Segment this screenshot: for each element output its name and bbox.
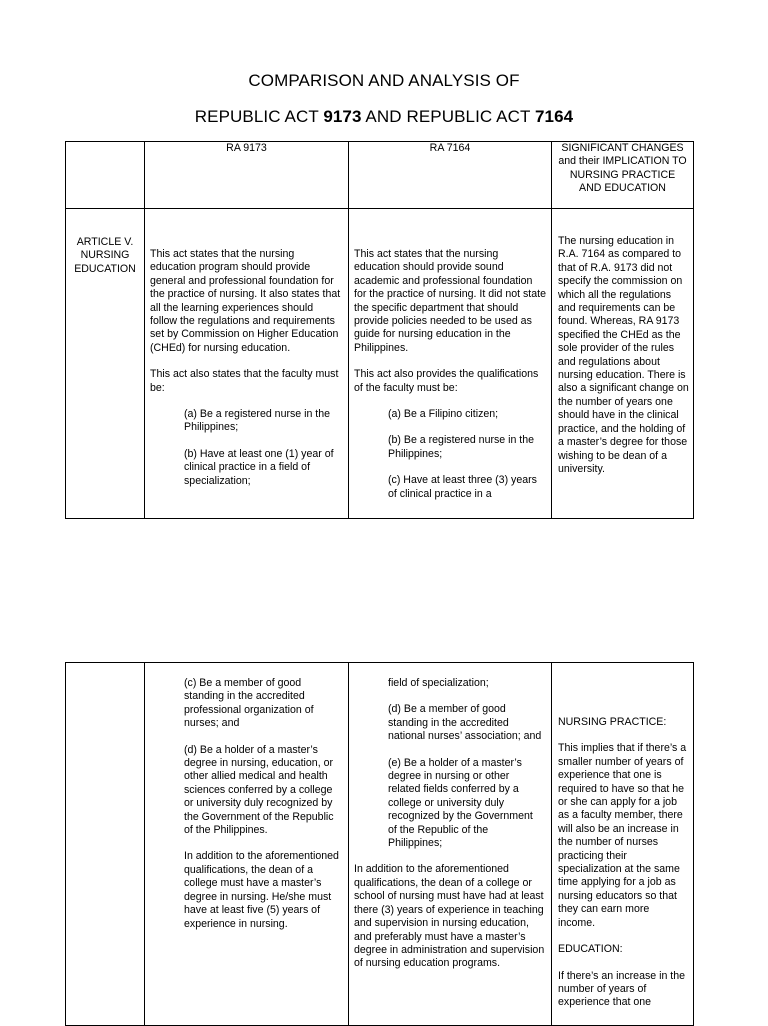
comparison-table-page-2 [65, 662, 694, 1026]
header-cell-changes [552, 142, 694, 209]
ra7164-item-c-continued: field of specialization; [388, 677, 489, 689]
ra7164-paragraph-2: This act also provides the qualifications of the faculty must be: [354, 368, 539, 394]
header-changes-label: SIGNIFICANT CHANGES and their IMPLICATION TO NURSING PRACTICE AND EDUCATION [558, 142, 687, 195]
ra9173-paragraph-2: This act also states that the faculty must be: [150, 368, 339, 394]
ra9173-item-a: (a) Be a registered nurse in the Philippines; [184, 408, 331, 434]
ra7164-item-a: (a) Be a Filipino citizen; [388, 408, 499, 421]
ra9173-item-c: (c) Be a member of good standing in the accredited professional organization of nurses; and [184, 677, 314, 730]
title-prefix: REPUBLIC ACT [194, 107, 324, 126]
header-cell-ra9173 [145, 142, 349, 209]
ra9173-item-b: (b) Have at least one (1) year of clinical practice in a field of specialization; [184, 447, 334, 487]
comparison-table-page-1 [65, 141, 694, 519]
header-ra9173-label: RA 9173 [226, 142, 267, 154]
title-middle: AND REPUBLIC ACT [361, 107, 535, 126]
row-label-nursing-education: ARTICLE V. NURSING EDUCATION [74, 236, 136, 275]
ra9173-cell [145, 209, 349, 519]
ra7164-item-d: (d) Be a member of good standing in the accredited national nurses’ association; and [388, 703, 542, 743]
ra9173-paragraph-1: This act states that the nursing education program should provide general and professional foundation for the practice of nursing. It also states that all the learning experiences should follow the regulations and requirements set by Commission on Higher Education (CHEd) for nursing education. [150, 248, 341, 354]
ra9173-item-d: (d) Be a holder of a master’s degree in nursing, education, or other allied medical and health sciences conferred by a college or university duly recognized by the Government of the Republic of the Philippines. [184, 743, 334, 837]
header-cell-empty [66, 142, 145, 209]
row-label-cell [66, 209, 145, 519]
title-act-number-1: 9173 [323, 107, 362, 126]
ra9173-dean-paragraph: In addition to the aforementioned qualifications, the dean of a college must have a master’s degree in nursing. He/she must have at least five (5) years of experience in nursing. [184, 850, 339, 930]
changes-cell [552, 209, 694, 519]
ra7164-dean-paragraph: In addition to the aforementioned qualifications, the dean of a college or school of nursing must have had at least there (3) years of experience in teaching and supervision in nursing education, and preferably must have a master’s degree in administration and supervision of nursing education programs. [354, 863, 545, 970]
row-label-cell [66, 663, 145, 1026]
table-row [66, 663, 694, 1026]
ra7164-cell [349, 209, 552, 519]
ra7164-paragraph-1: This act states that the nursing education should provide sound academic and professional foundation for the practice of nursing. It did not state the specific department that should provide policies needed to be used as guide for nursing education in the Philippines. [354, 248, 546, 354]
ra7164-item-c: (c) Have at least three (3) years of clinical practice in a [388, 474, 537, 500]
ra7164-item-b: (b) Be a registered nurse in the Philippines; [388, 434, 535, 460]
nursing-practice-text: This implies that if there’s a smaller number of years of experience that one is required to have so that he or she can apply for a job as a faculty member, there will also be an increase in the number of nurses practicing their specialization at the same time applying for a job as nursing educators so that they can earn more income. [558, 742, 687, 929]
changes-paragraph: The nursing education in R.A. 7164 as compared to that of R.A. 9173 did not specify the commission on which all the regulations and requirements can be found. Whereas, RA 9173 specified the CHEd as the sole provider of the rules and regulations about nursing education. There is also a significant change on the number of years one should have in the clinical practice, and the holding of a master’s degree for those wishing to be dean of a university. [558, 235, 689, 475]
ra7164-item-e: (e) Be a holder of a master’s degree in nursing or other related fields conferred by a college or university duly recognized by the Government of the Republic of the Philippines; [388, 756, 533, 850]
page-title-line-1: COMPARISON AND ANALYSIS OF [248, 71, 520, 90]
ra7164-cell [349, 663, 552, 1026]
table-row [66, 209, 694, 519]
title-act-number-2: 7164 [534, 107, 574, 126]
header-ra7164-label: RA 7164 [429, 142, 471, 154]
nursing-practice-heading: NURSING PRACTICE: [558, 716, 667, 728]
education-heading: EDUCATION: [558, 943, 623, 956]
education-text: If there’s an increase in the number of years of experience that one [558, 969, 686, 1009]
table-header-row [66, 142, 694, 209]
ra9173-cell [145, 663, 349, 1026]
page-title-line-2 [0, 107, 768, 127]
header-cell-ra7164 [349, 142, 552, 209]
changes-cell [552, 663, 694, 1026]
